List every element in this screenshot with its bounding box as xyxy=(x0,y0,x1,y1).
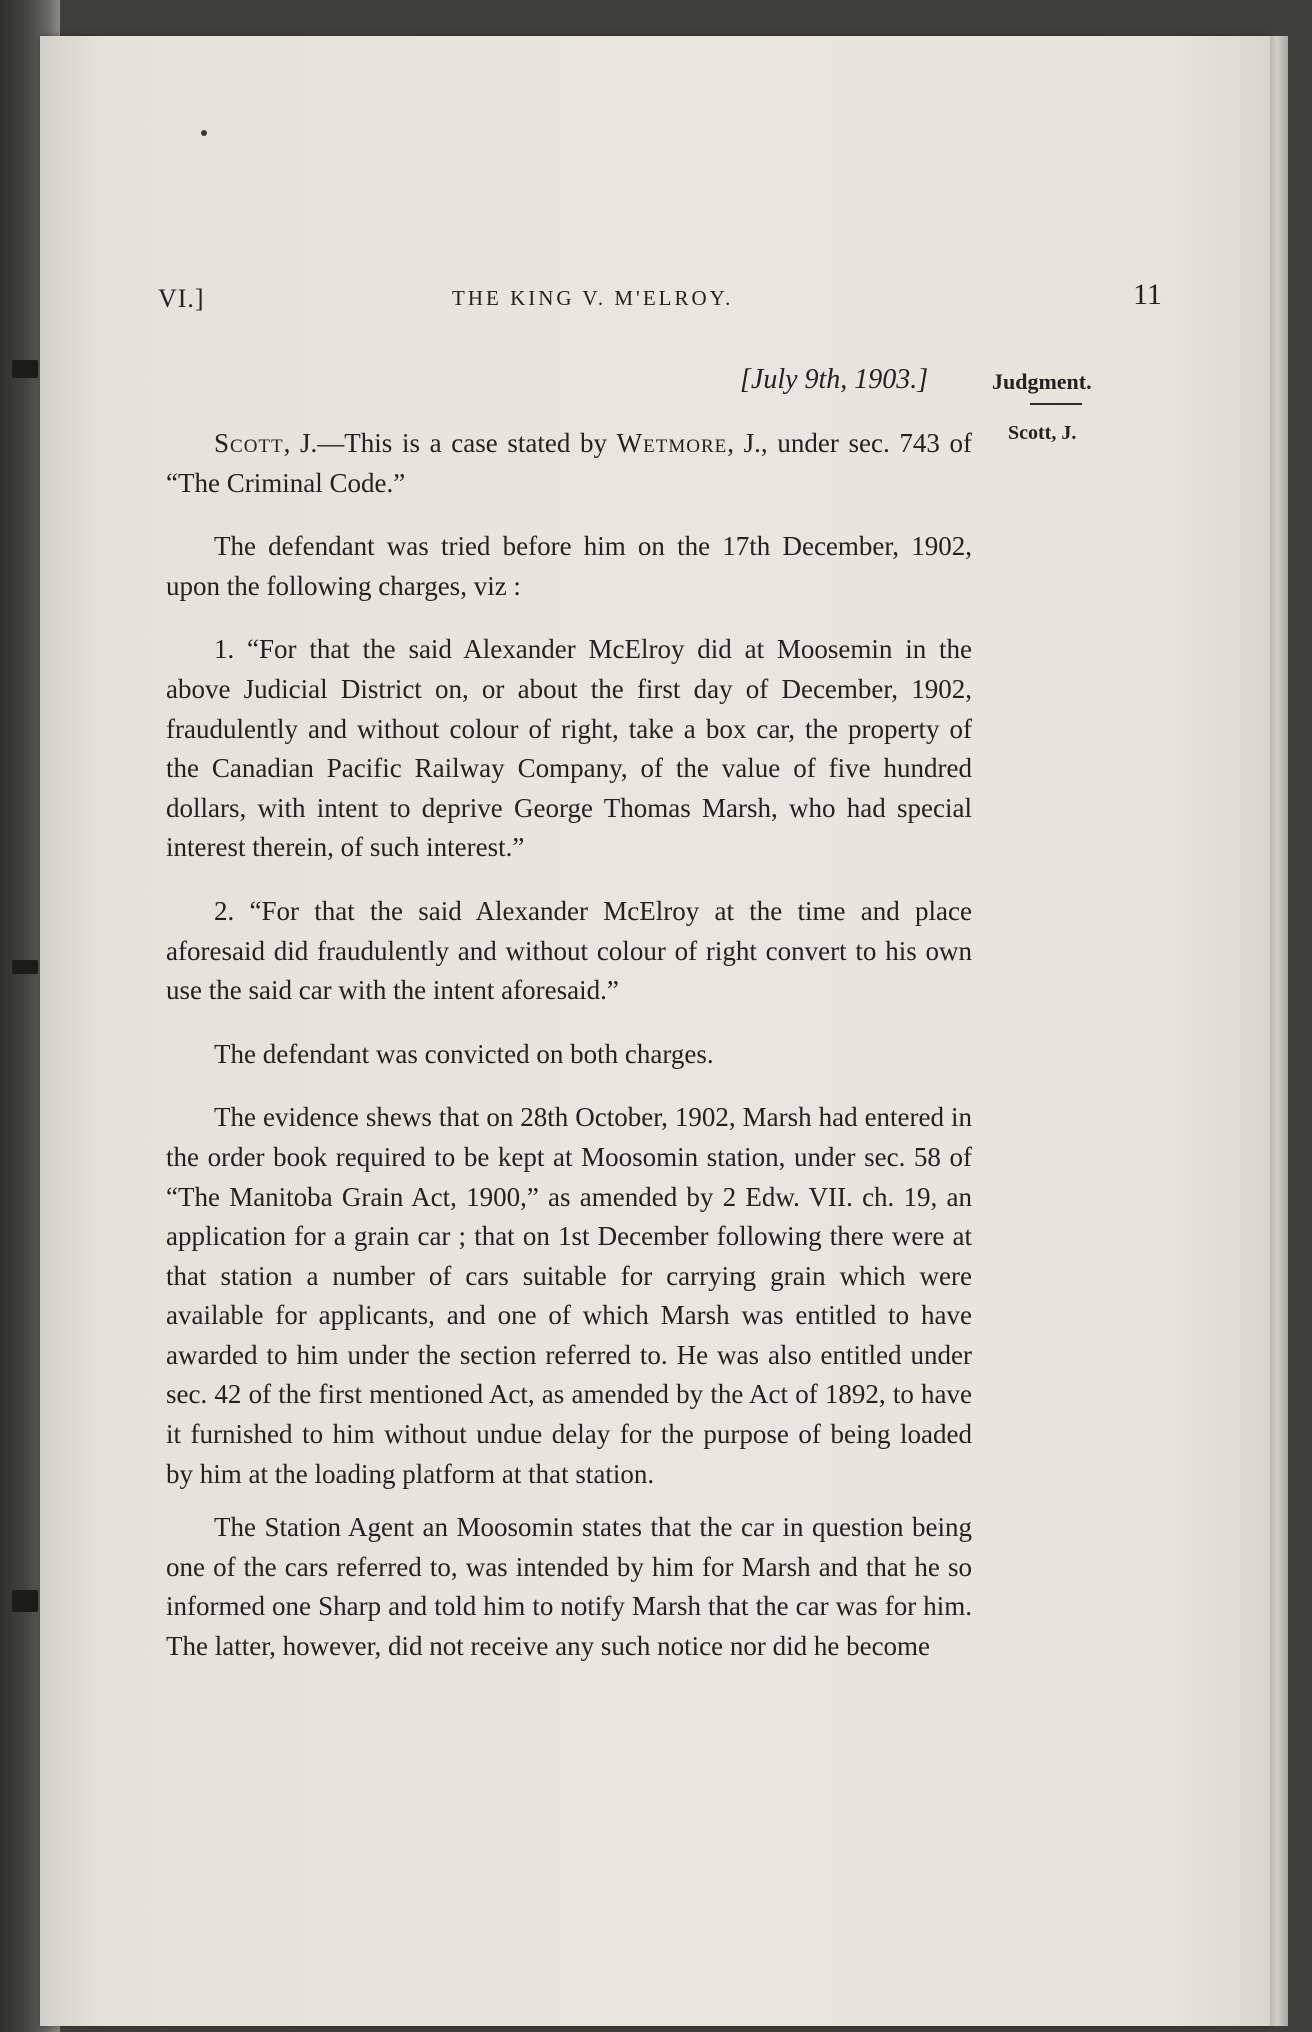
paragraph-charge-2: 2. “For that the said Alexander McElroy at the time and place aforesaid did fraudulently and without colour of right convert to his own use the said car with the intent aforesaid.” xyxy=(166,895,972,1006)
binding-mark xyxy=(12,360,38,378)
opening-rest: , J., under sec. 743 of “The Criminal Code.” xyxy=(166,428,972,498)
referring-judge-name: Wetmore xyxy=(616,428,728,458)
paragraph-evidence: The evidence shews that on 28th October, 1902, Marsh had entered in the order book required to be kept at Moosomin station, under sec. 58 of “The Manitoba Grain Act, 1900,” as amended by 2 Edw. VII. ch. 19, an application for a grain car ; that on 1st December following there were at that station a number of cars suitable for carrying grain which were available for applicants, and one of which Marsh was entitled to have awarded to him under the section referred to. He was also entitled under sec. 42 of the first mentioned Act, as amended by the Act of 1892, to have it furnished to him without undue delay for the purpose of being loaded by him at the loading platform at that station. xyxy=(166,1102,972,1489)
running-header xyxy=(158,278,1178,322)
running-title: THE KING V. M'ELROY. xyxy=(452,286,734,310)
margin-note-judge: Scott, J. xyxy=(1008,422,1077,444)
judgment-text xyxy=(166,424,972,1691)
book-page xyxy=(40,36,1270,2026)
ink-speck xyxy=(201,130,207,136)
paragraph-trial: The defendant was tried before him on the 17th December, 1902, upon the following charges, viz : xyxy=(166,531,972,601)
opening-text: , J.—This is a case stated by xyxy=(283,428,617,458)
binding-mark xyxy=(12,960,38,974)
margin-note-judgment: Judgment. xyxy=(992,369,1092,394)
binding-mark xyxy=(12,1590,38,1612)
paragraph-charge-1: 1. “For that the said Alexander McElroy did at Moosemin in the above Judicial District on, or about the first day of December, 1902, fraudulently and without colour of right, take a box car, the property of the Canadian Pacific Railway Company, of the value of five hundred dollars, with intent to deprive George Thomas Marsh, who had special interest therein, of such interest.” xyxy=(166,634,972,863)
paragraph-conviction: The defendant was convicted on both charges. xyxy=(214,1038,714,1069)
page-number: 11 xyxy=(1133,278,1162,311)
judge-name: Scott xyxy=(214,428,284,458)
margin-rule xyxy=(1030,403,1082,405)
section-number: VI.] xyxy=(158,284,205,313)
paragraph-opening xyxy=(166,424,972,503)
judgment-date: [July 9th, 1903.] xyxy=(740,364,929,395)
paragraph-station-agent: The Station Agent an Moosomin states that the car in question being one of the cars referred to, was intended by him for Marsh and that he so informed one Sharp and told him to notify Marsh that the car was for him. The latter, however, did not receive any such notice nor did he become xyxy=(166,1512,972,1662)
